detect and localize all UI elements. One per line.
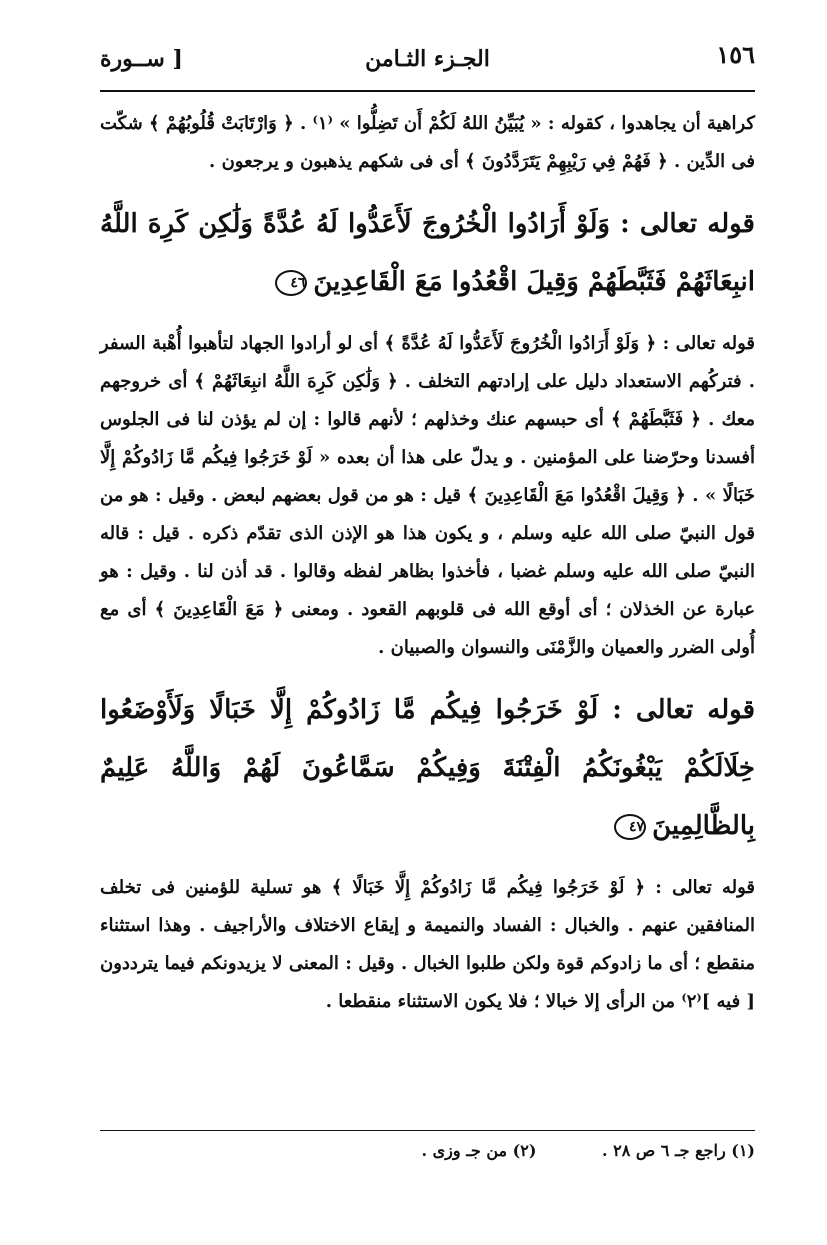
- paragraph-3: قوله تعالى : ﴿ لَوْ خَرَجُوا فِيكُم مَّا زَادُوكُمْ إِلَّا خَبَالًا ﴾ هو تسلية للؤمنين فى تخلف المنافقين عنهم . والخبال : الفساد والنميمة و إيقاع الاختلاف والأراجيف . وهذا استثناء منقطع ؛ أى ما زادوكم قوة ولكن طلبوا الخبال . وقيل : المعنى لا يزيدونكم فيما يترددون [ فيه ]⁽٢⁾ من الرأى إلا خبالا ؛ فلا يكون الاستثناء منقطعا .: [100, 877, 755, 1012]
- part-title: الجـزء الثـامن: [365, 46, 490, 72]
- paragraph-2: قوله تعالى : ﴿ وَلَوْ أَرَادُوا الْخُرُوجَ لَأَعَدُّوا لَهُ عُدَّةً ﴾ أى لو أرادوا الجهاد لتأهبوا أُهْبة السفر . فتركُهم الاستعداد دليل على إرادتهم التخلف . ﴿ وَلَٰكِن كَرِهَ اللَّهُ انبِعَاثَهُمْ ﴾ أى خروجهم معك . ﴿ فَثَبَّطَهُمْ ﴾ أى حبسهم عنك وخذلهم ؛ لأنهم قالوا : إن لم يؤذن لنا فى الجلوس أفسدنا وحرّضنا على المؤمنين . و يدلّ على هذا أن بعده « لَوْ خَرَجُوا فِيكُم مَّا زَادُوكُمْ إِلَّا خَبَالًا » . ﴿ وَقِيلَ اقْعُدُوا مَعَ الْقَاعِدِينَ ﴾ قيل : هو من قول بعضهم لبعض . وقيل : هو من قول النبيّ صلى الله عليه وسلم ، و يكون هذا هو الإذن الذى تقدّم ذكره . قيل : قاله النبيّ صلى الله عليه وسلم غضبا ، فأخذوا بظاهر لفظه وقالوا . قد أذن لنا . وقيل : هو عبارة عن الخذلان ؛ أى أوقع الله فى قلوبهم القعود . ومعنى ﴿ مَعَ الْقَاعِدِينَ ﴾ أى مع أُولى الضرر والعميان والزَّمْنَى والنسوان والصبيان .: [100, 333, 755, 658]
- paragraph-1: كراهية أن يجاهدوا ، كقوله : « يُبَيِّنُ اللهُ لَكُمْ أَن تَضِلُّوا » ⁽١⁾ . ﴿ وَارْتَابَتْ قُلُوبُهُمْ ﴾ شكّت فى الدِّين . ﴿ فَهُمْ فِي رَيْبِهِمْ يَتَرَدَّدُونَ ﴾ أى فى شكهم يذهبون و يرجعون .: [100, 113, 755, 172]
- footnotes: [100, 1130, 755, 1160]
- surah-title: [ ســورة: [100, 46, 183, 72]
- footnote-2: (٢) من جـ وزى .: [421, 1141, 537, 1160]
- verse-text: قوله تعالى : وَلَوْ أَرَادُوا الْخُرُوجَ لَأَعَدُّوا لَهُ عُدَّةً وَلَٰكِن كَرِهَ اللَّهُ انبِعَاثَهُمْ فَثَبَّطَهُمْ وَقِيلَ اقْعُدُوا مَعَ الْقَاعِدِينَ: [100, 209, 755, 297]
- ayah-number: ٤٧: [614, 814, 646, 840]
- quran-verse-1: [100, 195, 755, 311]
- quran-verse-2: [100, 681, 755, 855]
- page-body: [100, 105, 755, 1021]
- page-number: ١٥٦: [716, 40, 755, 69]
- verse-text: قوله تعالى : لَوْ خَرَجُوا فِيكُم مَّا زَادُوكُمْ إِلَّا خَبَالًا وَلَأَوْضَعُوا خِلَالَكُمْ يَبْغُونَكُمُ الْفِتْنَةَ وَفِيكُمْ سَمَّاعُونَ لَهُمْ وَاللَّهُ عَلِيمٌ بِالظَّالِمِينَ: [100, 695, 755, 841]
- page-header: [100, 40, 755, 90]
- footnote-1: (١) راجع جـ ٦ ص ٢٨ .: [601, 1141, 755, 1160]
- ayah-number: ٤٦: [275, 270, 307, 296]
- header-rule: [100, 90, 755, 92]
